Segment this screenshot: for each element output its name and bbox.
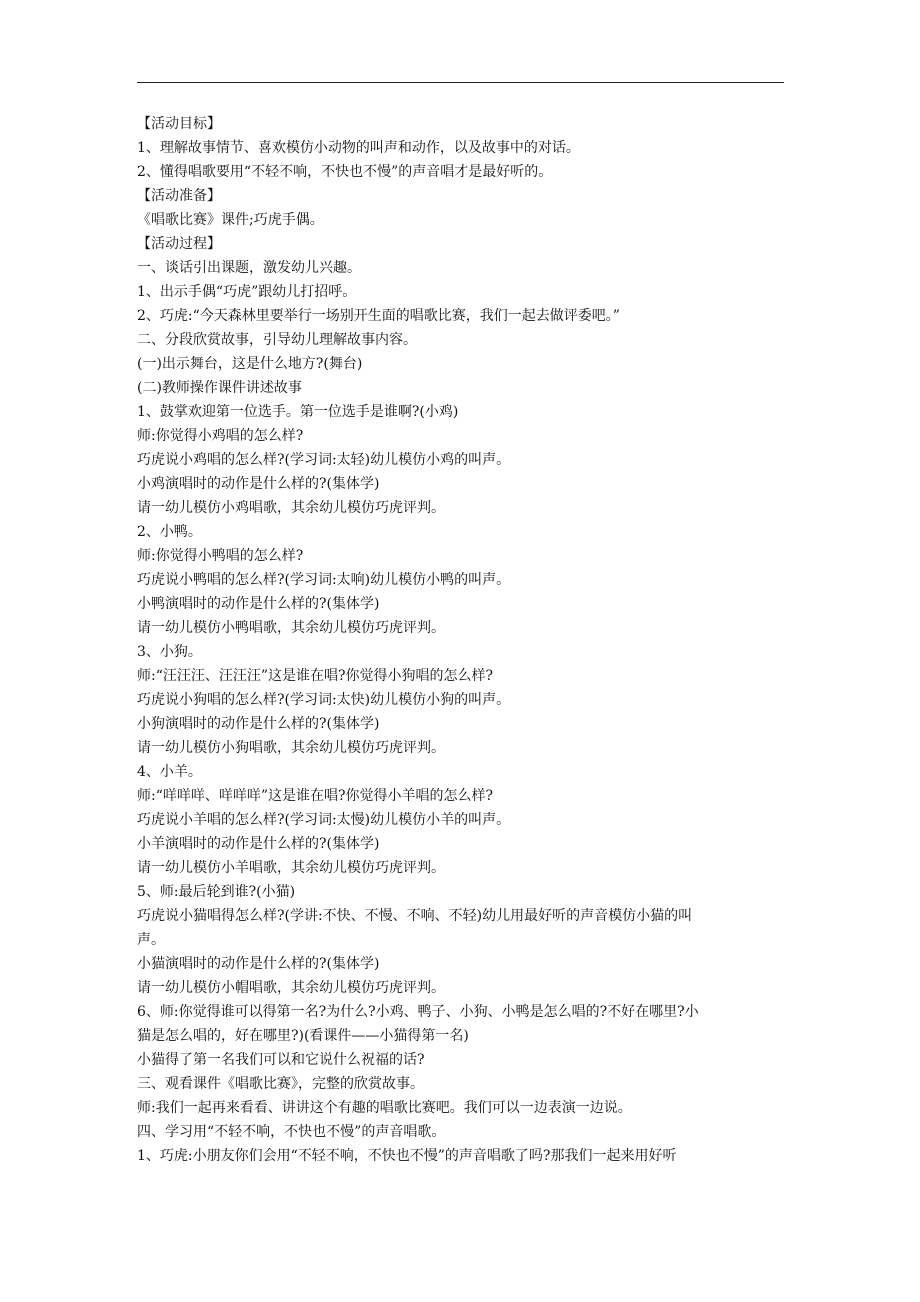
text-line: 1、鼓掌欢迎第一位选手。第一位选手是谁啊?(小鸡) bbox=[137, 404, 459, 420]
text-line: 小鸡演唱时的动作是什么样的?(集体学) bbox=[137, 476, 380, 492]
text-line: 师:你觉得小鸡唱的怎么样? bbox=[137, 428, 304, 444]
text-line: 1、理解故事情节、喜欢模仿小动物的叫声和动作，以及故事中的对话。 bbox=[137, 140, 580, 156]
text-line: 一、谈话引出课题，激发幼儿兴趣。 bbox=[137, 260, 361, 276]
text-line: 请一幼儿模仿小帽唱歌，其余幼儿模仿巧虎评判。 bbox=[137, 980, 445, 996]
text-line: 3、小狗。 bbox=[137, 644, 202, 660]
text-line: 请一幼儿模仿小狗唱歌，其余幼儿模仿巧虎评判。 bbox=[137, 740, 445, 756]
text-line: 小猫得了第一名我们可以和它说什么祝福的话? bbox=[137, 1052, 425, 1068]
document-body bbox=[137, 112, 787, 1168]
text-line: (一)出示舞台，这是什么地方?(舞台) bbox=[137, 356, 363, 372]
text-line: 小狗演唱时的动作是什么样的?(集体学) bbox=[137, 716, 380, 732]
text-line: 师:“汪汪汪、汪汪汪”这是谁在唱?你觉得小狗唱的怎么样? bbox=[137, 668, 494, 684]
text-line: 巧虎说小猫唱得怎么样?(学讲:不快、不慢、不响、不轻)幼儿用最好听的声音模仿小猫的叫 bbox=[137, 908, 693, 924]
text-line: 2、小鸭。 bbox=[137, 524, 202, 540]
text-line: 1、出示手偶“巧虎”跟幼儿打招呼。 bbox=[137, 284, 357, 300]
text-line: 巧虎说小鸡唱的怎么样?(学习词:太轻)幼儿模仿小鸡的叫声。 bbox=[137, 452, 511, 468]
text-line: 2、巧虎:“今天森林里要举行一场别开生面的唱歌比赛，我们一起去做评委吧。” bbox=[137, 308, 620, 324]
text-line: 师:我们一起再来看看、讲讲这个有趣的唱歌比赛吧。我们可以一边表演一边说。 bbox=[137, 1100, 632, 1116]
text-line: 四、学习用“不轻不响，不快也不慢”的声音唱歌。 bbox=[137, 1124, 446, 1140]
text-line: 4、小羊。 bbox=[137, 764, 202, 780]
text-line: 巧虎说小狗唱的怎么样?(学习词:太快)幼儿模仿小狗的叫声。 bbox=[137, 692, 511, 708]
text-line: 【活动准备】 bbox=[137, 188, 221, 204]
text-line: 巧虎说小羊唱的怎么样?(学习词:太慢)幼儿模仿小羊的叫声。 bbox=[137, 812, 511, 828]
text-line: 2、懂得唱歌要用“不轻不响，不快也不慢”的声音唱才是最好听的。 bbox=[137, 164, 553, 180]
text-line: 1、巧虎:小朋友你们会用“不轻不响，不快也不慢”的声音唱歌了吗?那我们一起来用好听 bbox=[137, 1148, 677, 1164]
text-line: 小猫演唱时的动作是什么样的?(集体学) bbox=[137, 956, 380, 972]
text-line: 5、师:最后轮到谁?(小猫) bbox=[137, 884, 296, 900]
text-line: (二)教师操作课件讲述故事 bbox=[137, 380, 302, 396]
text-line: 【活动过程】 bbox=[137, 236, 221, 252]
text-line: 猫是怎么唱的，好在哪里?)(看课件——小猫得第一名) bbox=[137, 1028, 469, 1044]
text-line: 请一幼儿模仿小鸭唱歌，其余幼儿模仿巧虎评判。 bbox=[137, 620, 445, 636]
text-line: 请一幼儿模仿小羊唱歌，其余幼儿模仿巧虎评判。 bbox=[137, 860, 445, 876]
text-line: 小鸭演唱时的动作是什么样的?(集体学) bbox=[137, 596, 380, 612]
text-line: 【活动目标】 bbox=[137, 116, 221, 132]
header-rule bbox=[137, 82, 784, 83]
text-line: 师:你觉得小鸭唱的怎么样? bbox=[137, 548, 304, 564]
text-line: 二、分段欣赏故事，引导幼儿理解故事内容。 bbox=[137, 332, 417, 348]
text-line: 6、师:你觉得谁可以得第一名?为什么?小鸡、鸭子、小狗、小鸭是怎么唱的?不好在哪里?小 bbox=[137, 1004, 699, 1020]
text-line: 巧虎说小鸭唱的怎么样?(学习词:太响)幼儿模仿小鸭的叫声。 bbox=[137, 572, 511, 588]
text-line: 小羊演唱时的动作是什么样的?(集体学) bbox=[137, 836, 380, 852]
text-line: 师:“咩咩咩、咩咩咩”这是谁在唱?你觉得小羊唱的怎么样? bbox=[137, 788, 494, 804]
text-line: 三、观看课件《唱歌比赛》，完整的欣赏故事。 bbox=[137, 1076, 424, 1092]
text-line: 《唱歌比赛》课件;巧虎手偶。 bbox=[137, 212, 324, 228]
text-line: 声。 bbox=[137, 932, 165, 948]
text-line: 请一幼儿模仿小鸡唱歌，其余幼儿模仿巧虎评判。 bbox=[137, 500, 445, 516]
